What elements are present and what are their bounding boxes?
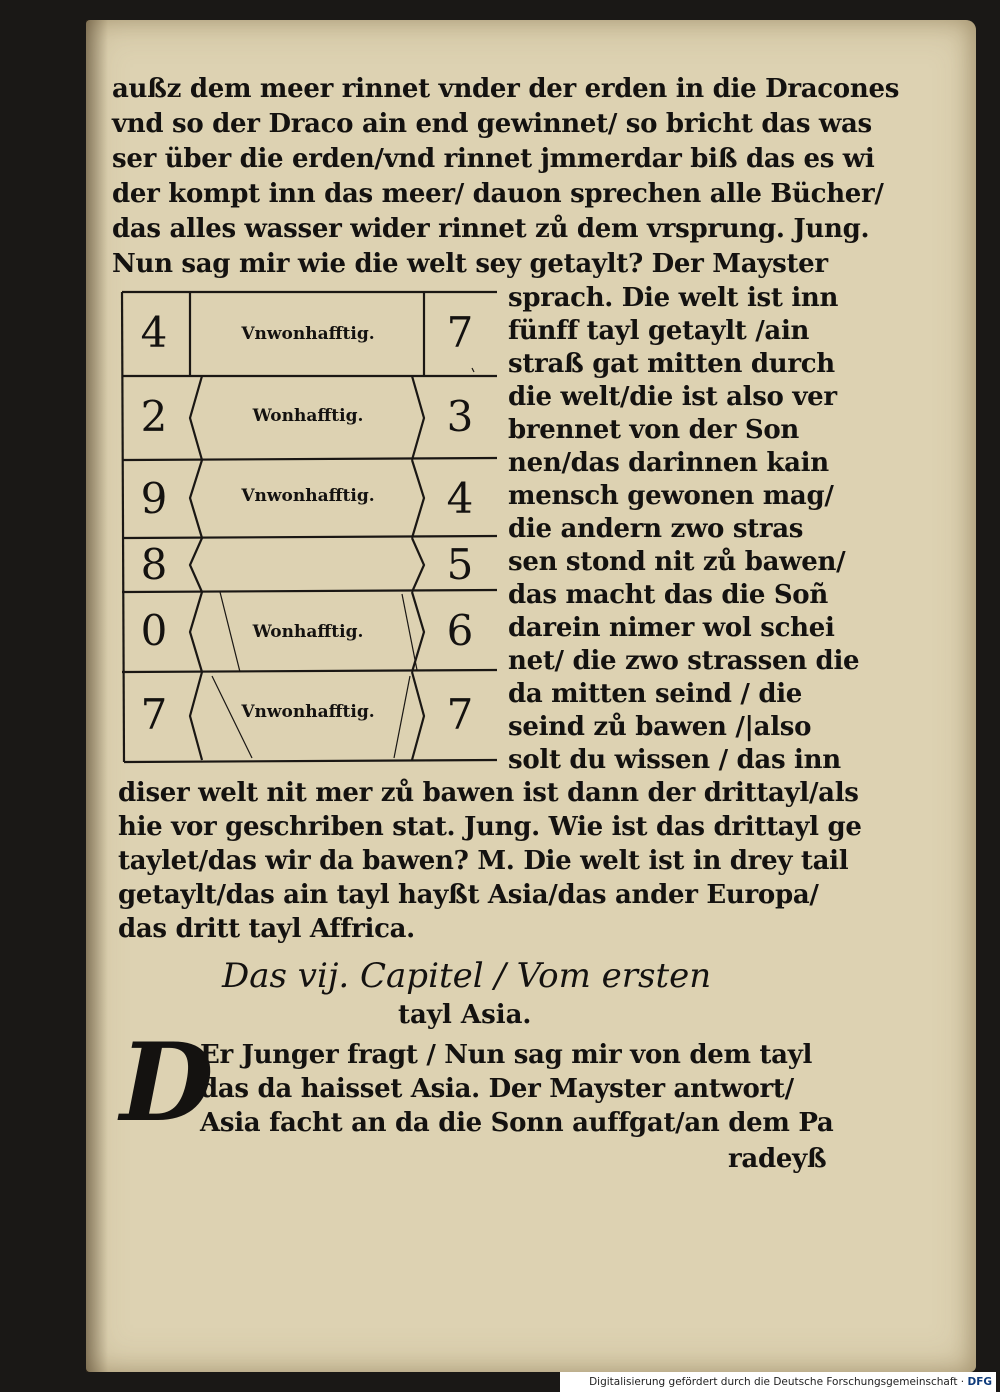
text-line-side-5: brennet von der Son xyxy=(508,415,800,445)
zone-left-number: 9 xyxy=(140,474,168,523)
text-line-side-12: net/ die zwo strassen die xyxy=(508,646,860,676)
zone-left-number: 4 xyxy=(140,308,168,357)
text-line-chapter-3: Asia facht an da die Sonn auffgat/an dem Pa xyxy=(200,1108,834,1138)
text-line-side-11: darein nimer wol schei xyxy=(508,613,835,643)
zone-label: Vnwonhafftig. xyxy=(241,702,375,722)
text-line-bottom-3: taylet/das wir da bawen? M. Die welt ist in drey tail xyxy=(118,846,849,876)
text-line-bottom-2: hie vor geschriben stat. Jung. Wie ist das drittayl ge xyxy=(118,812,862,842)
text-line-side-8: die andern zwo stras xyxy=(508,514,804,544)
text-line-side-4: die welt/die ist also ver xyxy=(508,382,837,412)
zone-right-number: 4 xyxy=(446,474,474,523)
funding-text: Digitalisierung gefördert durch die Deutsche Forschungsgemeinschaft · xyxy=(589,1376,965,1388)
chapter-subheading: tayl Asia. xyxy=(398,1000,532,1030)
text-line-side-15: solt du wissen / das inn xyxy=(508,745,841,775)
text-line-side-2: fünff tayl getaylt /ain xyxy=(508,316,810,346)
funding-footer xyxy=(560,1372,996,1392)
zone-right-number: 6 xyxy=(446,606,474,655)
text-line-side-13: da mitten seind / die xyxy=(508,679,803,709)
text-line-chapter-2: das da haisset Asia. Der Mayster antwort/ xyxy=(200,1074,794,1104)
text-line-side-1: sprach. Die welt ist inn xyxy=(508,283,839,313)
catchword: radeyß xyxy=(728,1144,827,1174)
text-line-top-6: Nun sag mir wie die welt sey getaylt? Der Mayster xyxy=(112,249,828,279)
text-line-bottom-5: das dritt tayl Affrica. xyxy=(118,914,415,944)
text-line-top-5: das alles wasser wider rinnet zů dem vrsprung. Jung. xyxy=(112,214,870,244)
text-line-side-7: mensch gewonen mag/ xyxy=(508,481,834,511)
text-line-top-3: ser über die erden/vnd rinnet jmmerdar biß das es wi xyxy=(112,144,875,174)
zone-right-number: 3 xyxy=(446,392,474,441)
drop-cap-initial: D xyxy=(120,1020,214,1146)
dfg-logo: DFG xyxy=(967,1376,992,1388)
zone-right-number: 7 xyxy=(446,308,474,357)
text-line-side-10: das macht das die Soñ xyxy=(508,580,828,610)
world-zones-diagram xyxy=(112,272,502,772)
zone-right-number: 7 xyxy=(446,690,474,739)
chapter-heading: Das vij. Capitel / Vom ersten xyxy=(222,956,712,996)
zone-label: Wonhafftig. xyxy=(252,622,364,642)
zone-left-number: 0 xyxy=(140,606,168,655)
text-line-chapter-1: Er Junger fragt / Nun sag mir von dem tayl xyxy=(200,1040,813,1070)
page-gutter-shadow xyxy=(86,20,108,1372)
zone-label: Vnwonhafftig. xyxy=(241,486,375,506)
text-line-bottom-4: getaylt/das ain tayl hayßt Asia/das ander Europa/ xyxy=(118,880,819,910)
text-line-top-2: vnd so der Draco ain end gewinnet/ so bricht das was xyxy=(112,109,872,139)
zone-right-number: 5 xyxy=(446,540,474,589)
text-line-top-4: der kompt inn das meer/ dauon sprechen alle Bücher/ xyxy=(112,179,884,209)
zone-left-number: 2 xyxy=(140,392,168,441)
text-line-bottom-1: diser welt nit mer zů bawen ist dann der drittayl/als xyxy=(118,778,859,808)
text-line-top-1: außz dem meer rinnet vnder der erden in die Dracones xyxy=(112,74,900,104)
zone-left-number: 8 xyxy=(140,540,168,589)
zone-left-number: 7 xyxy=(140,690,168,739)
text-line-side-6: nen/das darinnen kain xyxy=(508,448,829,478)
zone-label: Vnwonhafftig. xyxy=(241,324,375,344)
text-line-side-3: straß gat mitten durch xyxy=(508,349,835,379)
text-line-side-14: seind zů bawen /|also xyxy=(508,712,812,742)
zone-label: Wonhafftig. xyxy=(252,406,364,426)
text-line-side-9: sen stond nit zů bawen/ xyxy=(508,547,846,577)
